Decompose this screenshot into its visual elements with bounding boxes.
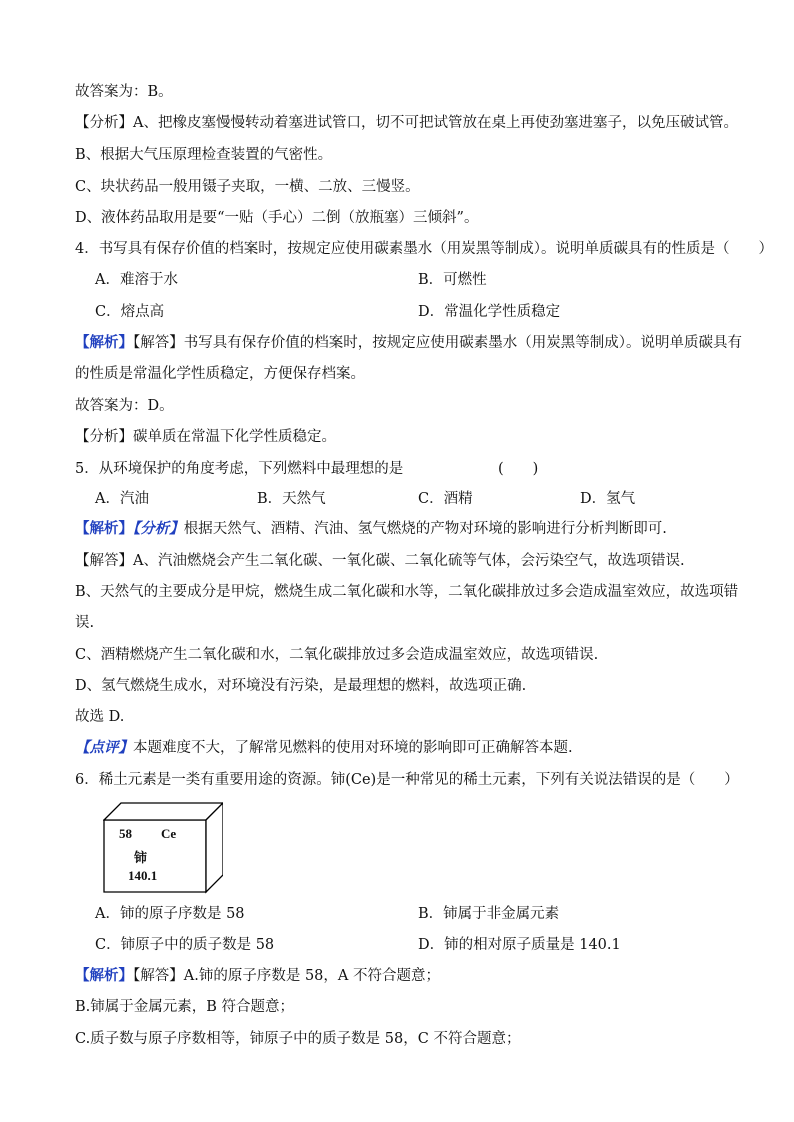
q5-stem xyxy=(75,459,754,479)
q4-option-d: D．常温化学性质稳定 xyxy=(418,304,561,320)
q5-solution-c: C、酒精燃烧产生二氧化碳和水，二氧化碳排放过多会造成温室效应，故选项错误. xyxy=(75,647,599,663)
q5-dianping-tag: 【点评】 xyxy=(75,739,133,756)
q4-option-b: B．可燃性 xyxy=(418,272,487,288)
analysis-b-line: B、根据大气压原理检查装置的气密性。 xyxy=(75,147,333,163)
cube-outline xyxy=(103,802,223,894)
cerium-element-cube xyxy=(103,802,223,894)
q5-fenxi-text: 根据天然气、酒精、汽油、氢气燃烧的产物对环境的影响进行分析判断即可. xyxy=(183,521,667,537)
q4-solution-line2: 的性质是常温化学性质稳定，方便保存档案。 xyxy=(75,366,365,382)
q5-fenxi-tag: 【分析】 xyxy=(133,520,184,537)
q4-stem: 4．书写具有保存价值的档案时，按规定应使用碳素墨水（用炭黑等制成）。说明单质碳具有的性质是（ ） xyxy=(75,241,773,257)
q5-option-c: C．酒精 xyxy=(418,491,473,507)
q6-option-a: A．铈的原子序数是 58 xyxy=(95,906,245,922)
q6-jieda-a-text: 【解答】A.铈的原子序数是 58，A 不符合题意； xyxy=(133,968,440,984)
q5-solution-d: D、氢气燃烧生成水，对环境没有污染，是最理想的燃料，故选项正确. xyxy=(75,678,527,694)
q5-solution-a: 【解答】A、汽油燃烧会产生二氧化碳、一氧化碳、二氧化硫等气体，会污染空气，故选项错误. xyxy=(75,553,685,569)
q4-option-a: A．难溶于水 xyxy=(95,272,178,288)
q5-option-d: D．氢气 xyxy=(580,491,636,507)
q4-option-c: C．熔点高 xyxy=(95,304,165,320)
q4-solution-line1 xyxy=(75,333,754,353)
q6-option-b: B．铈属于非金属元素 xyxy=(418,906,560,922)
cube-symbol: Ce xyxy=(161,826,177,841)
q4-jieda-text: 【解答】书写具有保存价值的档案时，按规定应使用碳素墨水（用炭黑等制成）。说明单质碳具有 xyxy=(133,335,742,351)
analysis-c-line: C、块状药品一般用镊子夹取，一横、二放、三慢竖。 xyxy=(75,179,420,195)
q5-jiexi-tag: 【解析】 xyxy=(75,520,133,537)
q5-paren: ( ) xyxy=(498,461,539,477)
q5-stem-text: 5．从环境保护的角度考虑，下列燃料中最理想的是 xyxy=(75,461,404,477)
q5-analysis xyxy=(75,519,754,539)
q5-answer: 故选 D. xyxy=(75,709,125,725)
q5-option-b: B．天然气 xyxy=(257,491,326,507)
q6-jiexi-tag: 【解析】 xyxy=(75,967,133,984)
cube-atomic-number: 58 xyxy=(119,826,132,841)
answer-line: 故答案为：B。 xyxy=(75,84,173,100)
q4-jiexi-tag: 【解析】 xyxy=(75,334,133,351)
q4-answer: 故答案为：D。 xyxy=(75,398,174,414)
cube-name: 铈 xyxy=(134,850,148,865)
q6-solution-a xyxy=(75,966,754,986)
q6-option-c: C．铈原子中的质子数是 58 xyxy=(95,937,275,953)
q6-solution-c: C.质子数与原子序数相等，铈原子中的质子数是 58，C 不符合题意； xyxy=(75,1031,521,1047)
q5-option-a: A．汽油 xyxy=(95,491,149,507)
analysis-d-line: D、液体药品取用是要“一贴（手心）二倒（放瓶塞）三倾斜”。 xyxy=(75,210,479,226)
analysis-line: 【分析】A、把橡皮塞慢慢转动着塞进试管口，切不可把试管放在桌上再使劲塞进塞子，以免压破试管。 xyxy=(75,115,738,131)
q6-stem: 6．稀土元素是一类有重要用途的资源。铈(Ce)是一种常见的稀土元素，下列有关说法错误的是（ ） xyxy=(75,772,739,788)
q5-solution-b2: 误. xyxy=(75,615,95,631)
q4-analysis: 【分析】碳单质在常温下化学性质稳定。 xyxy=(75,429,336,445)
q5-comment xyxy=(75,738,754,758)
q5-dianping-text: 本题难度不大，了解常见燃料的使用对环境的影响即可正确解答本题. xyxy=(133,740,573,756)
q6-option-d: D．铈的相对原子质量是 140.1 xyxy=(418,937,621,953)
q5-solution-b1: B、天然气的主要成分是甲烷，燃烧生成二氧化碳和水等，二氧化碳排放过多会造成温室效应，故选项错 xyxy=(75,584,739,600)
cube-mass: 140.1 xyxy=(128,868,158,883)
q6-solution-b: B.铈属于金属元素，B 符合题意； xyxy=(75,999,295,1015)
